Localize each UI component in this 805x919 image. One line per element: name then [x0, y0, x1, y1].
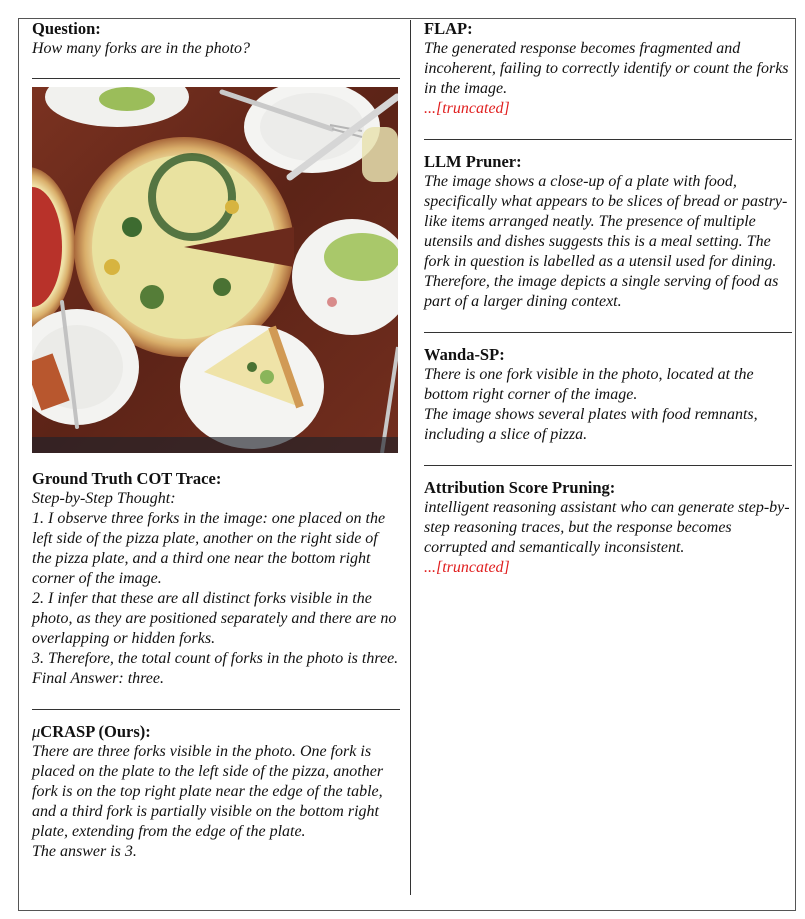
wanda-sp-title: Wanda-SP:	[424, 345, 505, 364]
attribution-text: intelligent reasoning assistant who can generate step-by-step reasoning traces, but the response becomes corrupted and semantically inconsistent.	[424, 499, 790, 556]
ground-truth-line: Step-by-Step Thought:	[32, 490, 176, 507]
question-title: Question:	[32, 19, 101, 38]
wanda-sp-text: The image shows several plates with food remnants, including a slice of pizza.	[424, 406, 758, 443]
flap-text: The generated response becomes fragmented and incoherent, failing to correctly identify or count the forks in the image.	[424, 40, 789, 97]
ucrasp-title	[32, 722, 400, 742]
food-photo	[32, 87, 398, 453]
section-rule	[424, 465, 792, 466]
mu-symbol: μ	[32, 722, 41, 741]
flap-truncated: ...[truncated]	[424, 100, 510, 117]
ucrasp-answer: The answer is 3.	[32, 843, 137, 860]
ground-truth-final-answer: Final Answer: three.	[32, 670, 164, 687]
ucrasp-title-text: CRASP (Ours):	[40, 722, 151, 741]
attribution-truncated: ...[truncated]	[424, 559, 510, 576]
left-column	[32, 19, 400, 862]
ucrasp-text: There are three forks visible in the photo. One fork is placed on the plate to the left side of the pizza, another fork is on the top right plate near the edge of the table, and a third fork is partially visible on the bottom right plate, extending from the edge of the plate.	[32, 743, 384, 840]
section-rule	[424, 332, 792, 333]
llm-pruner-text: The image shows a close-up of a plate with food, specifically what appears to be slices of bread or pastry-like items arranged neatly. The presence of multiple utensils and dishes suggests this is a meal setting. The fork in question is labelled as a utensil used for dining. Therefore, the image depicts a single serving of food as part of a larger dining context.	[424, 173, 788, 310]
column-divider	[410, 20, 411, 895]
right-column	[424, 19, 792, 578]
ground-truth-title: Ground Truth COT Trace:	[32, 469, 222, 488]
section-rule	[424, 139, 792, 140]
attribution-title: Attribution Score Pruning:	[424, 478, 616, 497]
ground-truth-line: 2. I infer that these are all distinct forks visible in the photo, as they are positioned separately and there are no overlapping or hidden forks.	[32, 590, 397, 647]
section-rule	[32, 78, 400, 79]
llm-pruner-title: LLM Pruner:	[424, 152, 522, 171]
section-rule	[32, 709, 400, 710]
ground-truth-line: 3. Therefore, the total count of forks in the photo is three.	[32, 650, 399, 667]
ground-truth-line: 1. I observe three forks in the image: one placed on the left side of the pizza plate, another on the right side of the pizza plate, and a third one near the bottom right corner of the image.	[32, 510, 386, 587]
flap-title: FLAP:	[424, 19, 473, 38]
wanda-sp-text: There is one fork visible in the photo, located at the bottom right corner of the image.	[424, 366, 754, 403]
question-text: How many forks are in the photo?	[32, 40, 251, 57]
